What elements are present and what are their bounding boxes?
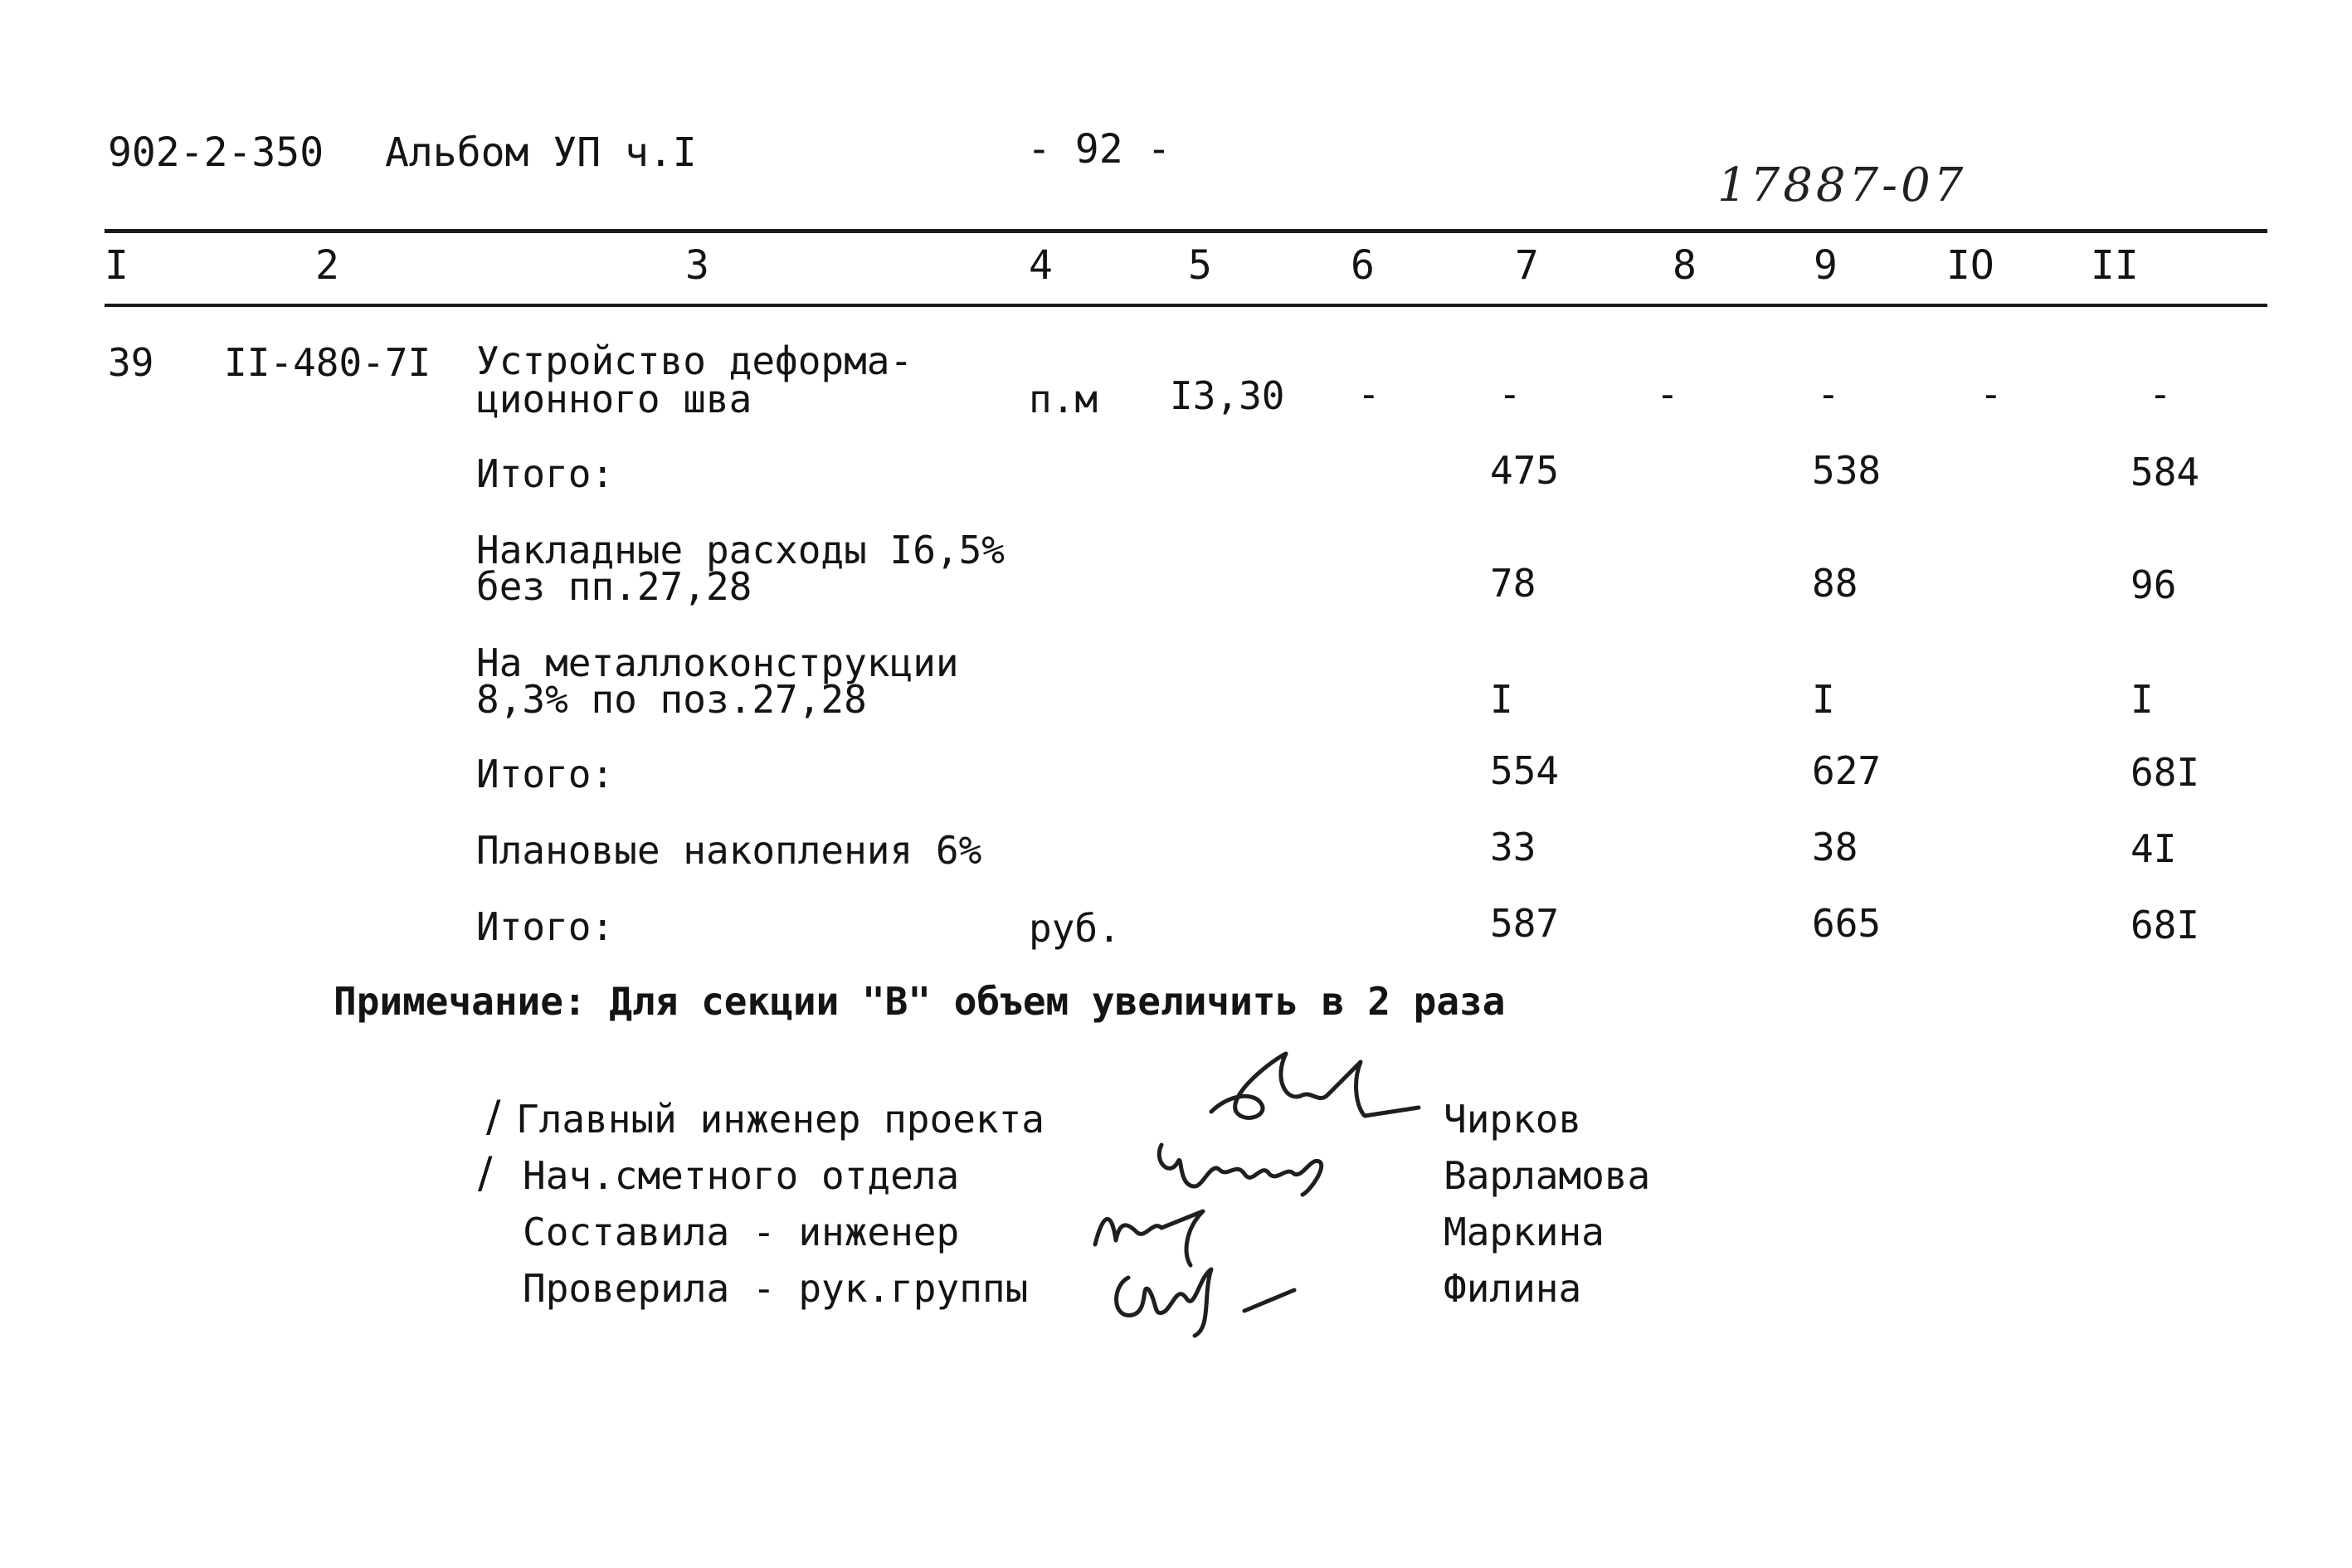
planned-col11: 4I — [2130, 826, 2177, 871]
col-header-7: 7 — [1515, 242, 1539, 289]
subtotal2-col9: 627 — [1812, 748, 1882, 793]
col-header-9: 9 — [1814, 242, 1838, 289]
row-col8: - — [1656, 372, 1679, 416]
row-col9: - — [1817, 372, 1840, 416]
subtotal2-col11: 68I — [2130, 750, 2200, 795]
row-col10: - — [1979, 372, 2003, 416]
subtotal1-label: Итого: — [476, 451, 615, 496]
planned-col7: 33 — [1490, 825, 1536, 869]
metal-label-line2: 8,3% по поз.27,28 — [476, 677, 867, 722]
row-code: II-480-7I — [224, 340, 431, 385]
doc-code: 902-2-350 — [108, 129, 324, 176]
row-col11: - — [2149, 372, 2172, 416]
sig-role-checked-by: Проверила - рук.группы — [523, 1266, 1029, 1311]
col-header-11: II — [2091, 242, 2139, 289]
col-header-1: I — [105, 242, 129, 289]
total-label: Итого: — [476, 904, 615, 949]
total-col11: 68I — [2130, 903, 2200, 947]
sig-role-chief-engineer: Главный инженер проекта — [516, 1097, 1045, 1142]
subtotal2-label: Итого: — [476, 752, 615, 796]
overhead-col9: 88 — [1812, 561, 1858, 606]
row-col6: - — [1357, 372, 1381, 416]
overhead-label-line1: Накладные расходы I6,5% — [476, 528, 1005, 572]
metal-col11: I — [2130, 677, 2154, 722]
note: Примечание: Для секции "В" объем увеличить в 2 раза — [334, 979, 1506, 1024]
col-header-4: 4 — [1029, 242, 1053, 289]
overhead-col7: 78 — [1490, 561, 1536, 606]
sig-name-markina: Маркина — [1444, 1210, 1605, 1254]
header-top-rule — [105, 229, 2267, 233]
overhead-col11: 96 — [2130, 562, 2177, 607]
sig-role-compiled-by: Составила - инженер — [523, 1210, 960, 1254]
metal-col9: I — [1812, 677, 1835, 722]
row-unit: п.м — [1029, 377, 1098, 421]
row-number: 39 — [108, 340, 154, 385]
planned-label: Плановые накопления 6% — [476, 828, 982, 873]
page-number: - 92 - — [1027, 126, 1171, 173]
col-header-2: 2 — [315, 242, 339, 289]
signature-varlamova — [1145, 1128, 1352, 1203]
subtotal1-col11: 584 — [2130, 450, 2200, 494]
signature-filina — [1103, 1253, 1344, 1344]
col-header-6: 6 — [1351, 242, 1375, 289]
metal-label-line1: На металлоконструкции — [476, 640, 959, 685]
sig-role-estimate-head: Нач.сметного отдела — [523, 1153, 960, 1198]
row-qty: I3,30 — [1170, 373, 1285, 418]
total-unit: руб. — [1029, 906, 1121, 951]
handwritten-number: 17887-07 — [1717, 158, 1967, 212]
planned-col9: 38 — [1812, 825, 1858, 869]
subtotal2-col7: 554 — [1490, 748, 1560, 793]
metal-col7: I — [1490, 677, 1513, 722]
check-mark: / — [486, 1092, 501, 1142]
signature-chirkov — [1195, 1045, 1435, 1137]
check-mark: / — [478, 1148, 493, 1198]
overhead-label-line2: без пп.27,28 — [476, 564, 752, 609]
subtotal1-col7: 475 — [1490, 448, 1560, 493]
sig-name-filina: Филина — [1444, 1266, 1582, 1311]
sig-name-chirkov: Чирков — [1444, 1097, 1582, 1142]
col-header-10: IO — [1946, 242, 1994, 289]
col-header-5: 5 — [1188, 242, 1212, 289]
row-desc-line1: Устройство деформа- — [476, 338, 913, 383]
total-col9: 665 — [1812, 901, 1882, 946]
col-header-8: 8 — [1673, 242, 1697, 289]
subtotal1-col9: 538 — [1812, 448, 1882, 493]
col-header-3: 3 — [685, 242, 709, 289]
sig-name-varlamova: Варламова — [1444, 1153, 1651, 1198]
header-bottom-rule — [105, 304, 2267, 307]
total-col7: 587 — [1490, 901, 1560, 946]
row-col7: - — [1498, 372, 1522, 416]
album-label: Альбом УП ч.I — [385, 129, 697, 176]
row-desc-line2: ционного шва — [476, 377, 752, 421]
